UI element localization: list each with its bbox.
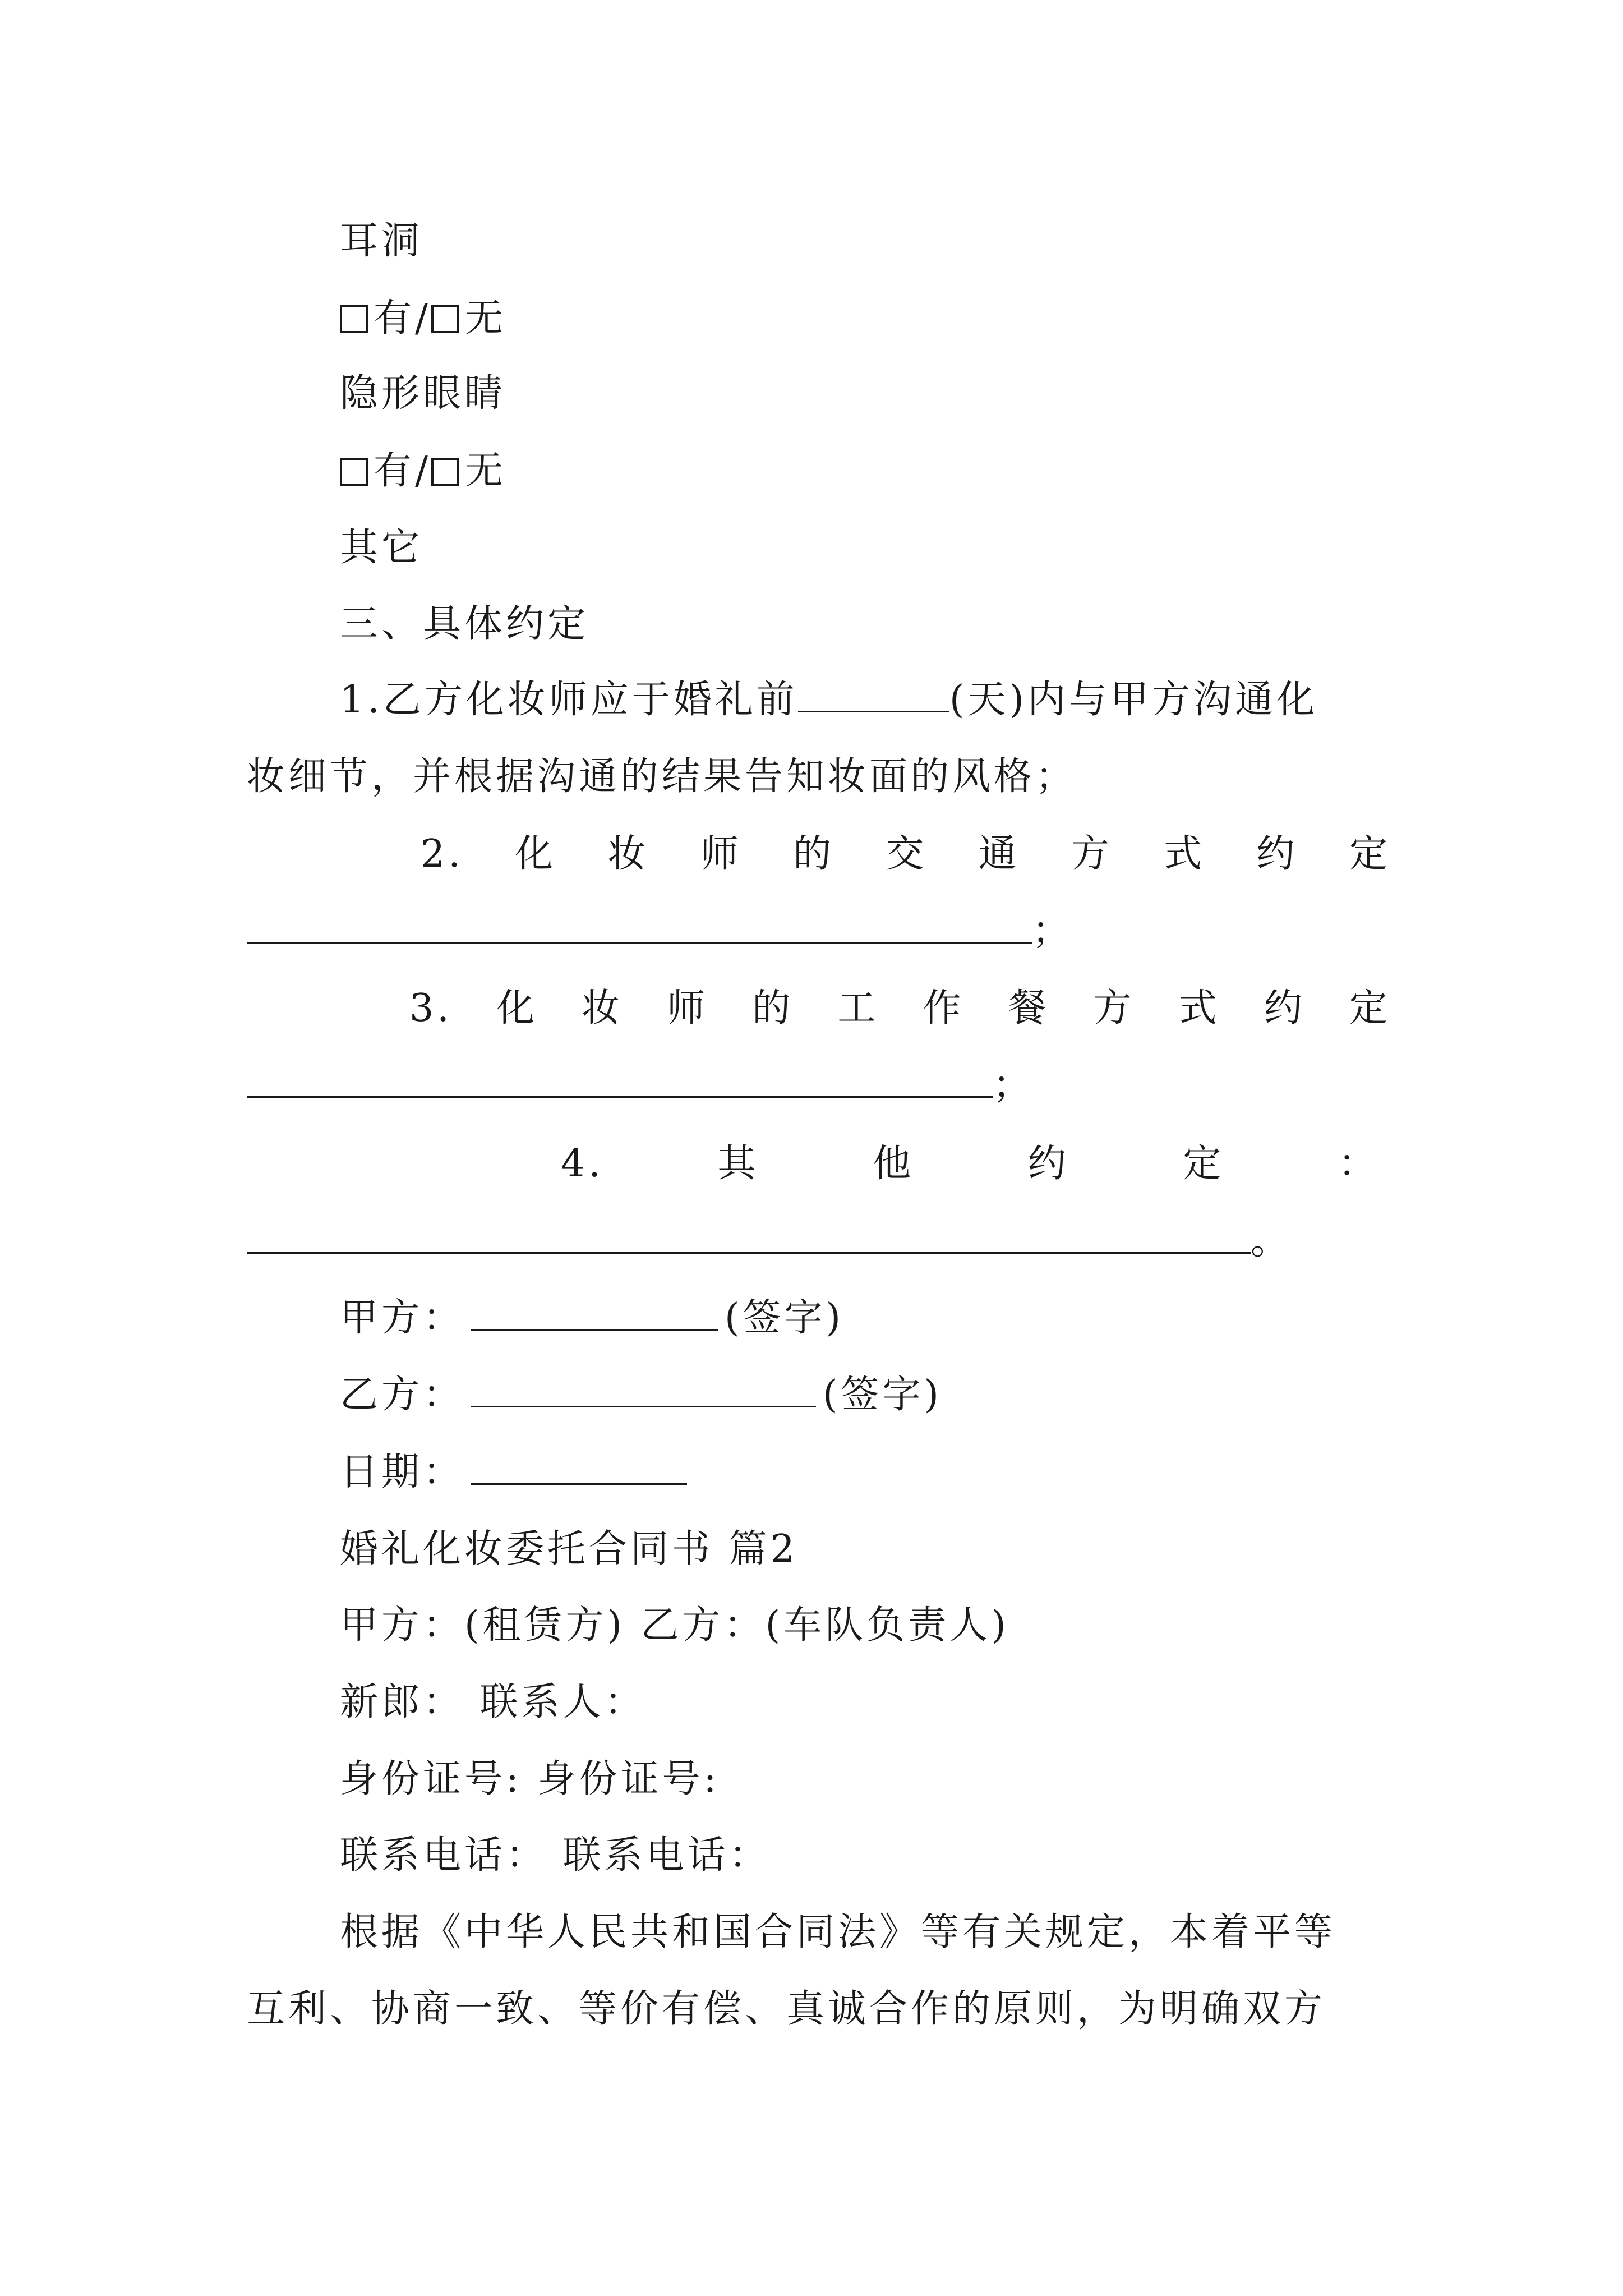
transport-blank[interactable] xyxy=(247,907,1032,944)
contact-lens-options: 有/ 无 xyxy=(340,443,1391,499)
clause1-line1: 1.乙方化妆师应于婚礼前 (天)内与甲方沟通化 xyxy=(340,672,1391,728)
date-blank[interactable] xyxy=(471,1450,687,1485)
party-b-signature: 乙方： (签字) xyxy=(340,1373,943,1417)
ear-piercing-label: 耳洞 xyxy=(340,219,423,263)
checkbox-icon[interactable] xyxy=(340,458,368,486)
party-a-signature-blank[interactable] xyxy=(471,1295,718,1331)
clause2-line1: 2. 化 妆 师 的 交 通 方 式 约 定 xyxy=(421,832,1391,876)
checkbox-icon[interactable] xyxy=(431,458,459,486)
party-b-signature-blank[interactable] xyxy=(471,1372,816,1407)
paragraph-line2: 互利、协商一致、等价有偿、真诚合作的原则，为明确双方 xyxy=(247,1987,1326,2031)
date-line: 日期： xyxy=(340,1444,1391,1501)
days-blank[interactable] xyxy=(798,676,949,712)
other-agreement-blank[interactable] xyxy=(247,1217,1251,1254)
party-a-signature: 甲方： (签字) xyxy=(340,1296,845,1340)
contact-lens-label: 隐形眼睛 xyxy=(340,371,506,416)
clause3-line1: 3. 化 妆 师 的 工 作 餐 方 式 约 定 xyxy=(409,986,1391,1030)
id-number-line: 身份证号: 身份证号: xyxy=(340,1757,720,1801)
clause1-line2: 妆细节，并根据沟通的结果告知妆面的风格； xyxy=(247,754,1077,799)
clause4-line1: 4. 其 他 约 定 ： xyxy=(561,1142,1380,1186)
section3-heading: 三、具体约定 xyxy=(340,602,589,646)
other-label: 其它 xyxy=(340,526,423,570)
section2-heading: 婚礼化妆委托合同书 篇2 xyxy=(340,1527,798,1571)
ear-piercing-options: 有/ 无 xyxy=(340,291,1391,347)
clause4-line2: 。 xyxy=(247,1213,1391,1269)
groom-contact-line: 新郎： 联系人： xyxy=(340,1680,646,1724)
clause2-line2: ； xyxy=(247,903,1391,959)
phone-line: 联系电话： 联系电话： xyxy=(340,1833,771,1878)
paragraph-line1: 根据《中华人民共和国合同法》等有关规定，本着平等 xyxy=(340,1910,1336,1954)
checkbox-icon[interactable] xyxy=(431,305,459,333)
checkbox-icon[interactable] xyxy=(340,305,368,333)
parties-line: 甲方：(租赁方) 乙方：(车队负责人) xyxy=(340,1603,1009,1648)
clause3-line2: ； xyxy=(247,1057,1391,1114)
meal-blank[interactable] xyxy=(247,1061,993,1098)
